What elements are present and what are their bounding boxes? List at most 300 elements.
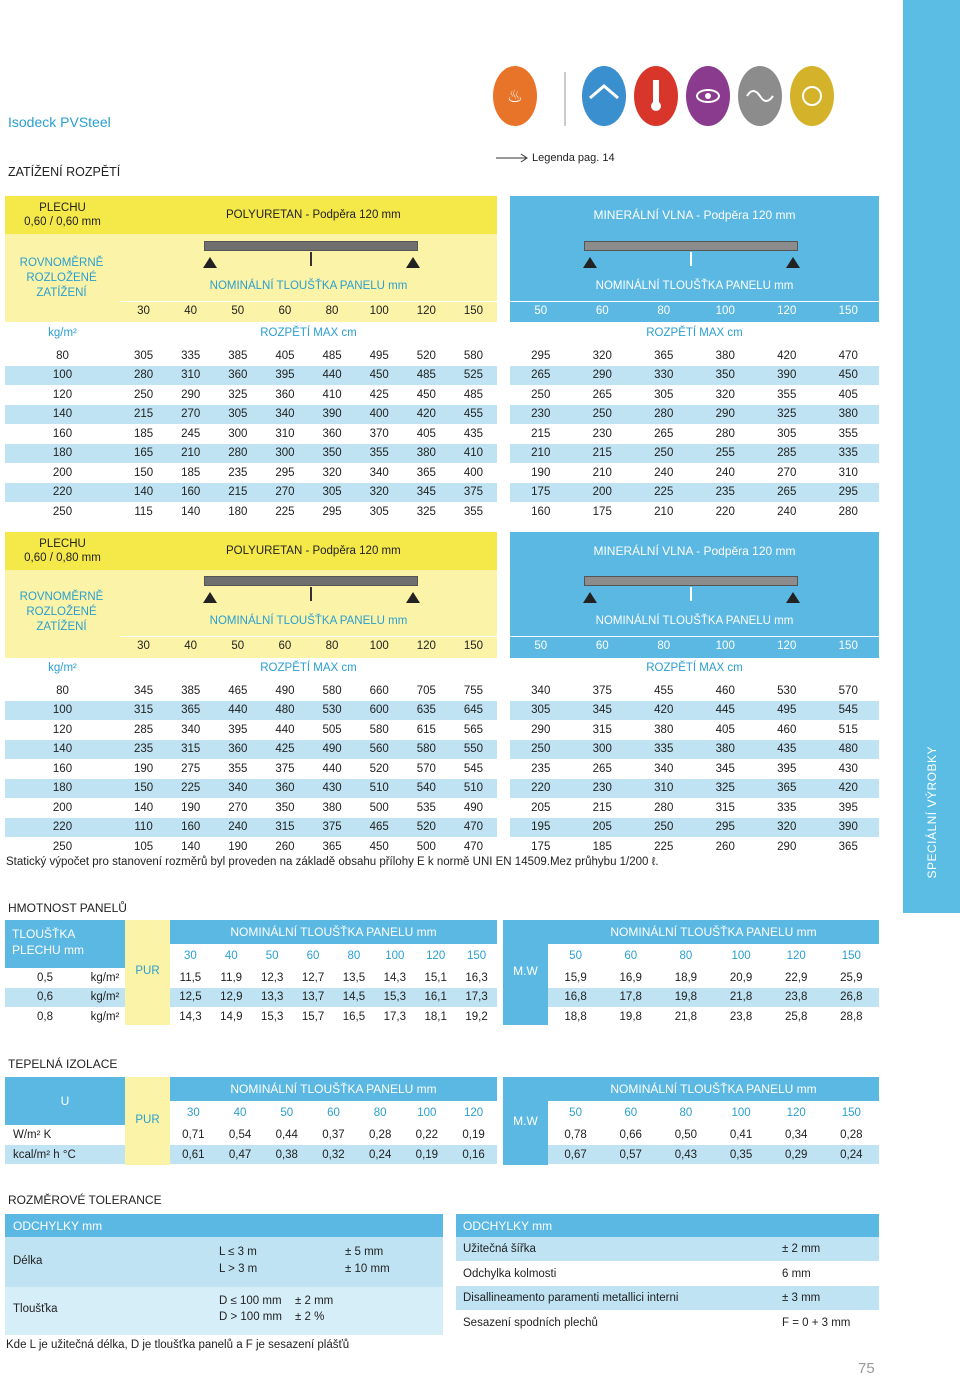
thickness-cell: 120: [416, 305, 436, 317]
table-row: [510, 759, 879, 778]
span-cell: 465: [228, 684, 248, 697]
span-cell: 570: [838, 684, 858, 697]
span-header-row: [5, 323, 497, 342]
span-cell: 215: [592, 447, 612, 459]
thickness-cell: 30: [184, 950, 197, 962]
length-row: [5, 1237, 443, 1287]
support-icon: [786, 592, 800, 603]
load-cell: 160: [52, 427, 73, 440]
table-row: [510, 779, 879, 798]
table-row: [5, 988, 125, 1007]
span-cell: 345: [133, 684, 154, 697]
thickness-cell: 120: [426, 950, 446, 962]
span-cell: 490: [463, 801, 484, 814]
span-cell: 470: [463, 821, 484, 833]
span-cell: 345: [416, 486, 436, 498]
span-cell: 385: [228, 349, 248, 362]
tolerance-header-left: ODCHYLKY mm: [5, 1214, 443, 1237]
thickness-cell: 80: [373, 1107, 387, 1119]
thickness-cell: 150: [841, 1107, 861, 1119]
span-cell: 355: [463, 505, 484, 518]
weight-cell: 14,5: [342, 991, 366, 1003]
thickness-cell: 60: [595, 305, 609, 317]
thermal-title: TEPELNÁ IZOLACE: [8, 1057, 118, 1071]
span-cell: 485: [322, 349, 342, 362]
sheet-label-2: PLECHU 0,60 / 0,80 mm: [5, 532, 120, 570]
weight-thick-label: NOMINÁLNÍ TLOUŠŤKA PANELU mm: [170, 920, 497, 944]
span-cell: 335: [838, 447, 858, 459]
span-cell: 225: [654, 486, 674, 498]
thickness-cell: 60: [624, 1107, 638, 1119]
span-cell: 185: [133, 427, 154, 440]
span-cell: 205: [592, 821, 612, 833]
thick-l2: D > 100 mm: [219, 1311, 282, 1323]
weight-cell: 21,8: [674, 1010, 698, 1023]
table-row: [510, 385, 879, 404]
span-cell: 305: [654, 388, 674, 401]
thickness-cell: 60: [327, 1107, 340, 1119]
span-cell: 165: [133, 447, 154, 459]
span-cell: 410: [322, 388, 342, 401]
eye-icon: [686, 66, 730, 126]
thickness-cell: 120: [786, 950, 806, 962]
thickness-cell: 150: [463, 640, 484, 652]
span-cell: 140: [181, 840, 201, 853]
load-cell: 180: [52, 782, 73, 794]
pur-title-1: POLYURETAN - Podpěra 120 mm: [120, 196, 497, 234]
span-cell: 380: [838, 408, 858, 420]
mw-title-1: MINERÁLNÍ VLNA - Podpěra 120 mm: [510, 196, 879, 234]
span-cell: 435: [463, 427, 484, 440]
span-cell: 215: [228, 486, 248, 498]
span-cell: 480: [275, 704, 295, 716]
weight-cell: 13,5: [342, 971, 366, 984]
span-cell: 340: [654, 762, 674, 775]
weight-thick-label: NOMINÁLNÍ TLOUŠŤKA PANELU mm: [548, 920, 879, 944]
u-cell: 0,61: [182, 1148, 205, 1161]
table-row: [510, 366, 879, 385]
span-cell: 350: [275, 801, 295, 814]
support-icon: [583, 257, 597, 268]
span-cell: 410: [463, 447, 484, 459]
table-row: [5, 818, 497, 837]
thickness-cell: 80: [347, 950, 361, 962]
span-cell: 280: [715, 427, 735, 440]
span-cell: 340: [531, 684, 551, 697]
beam-diagram-2b: [584, 576, 798, 586]
thickness-cell: 50: [265, 950, 279, 962]
span-cell: 250: [531, 388, 551, 401]
span-cell: 440: [322, 762, 342, 775]
u-cell: 0,37: [322, 1128, 345, 1141]
weight-cell: 13,3: [260, 991, 284, 1003]
thickness-cell: 60: [595, 640, 609, 652]
table-row: [456, 1311, 879, 1335]
table-row: [170, 1145, 497, 1164]
thickness-cell: 150: [838, 640, 858, 652]
span-cell: 280: [228, 447, 248, 459]
thickness-cell: 100: [369, 305, 389, 317]
span-cell: 305: [777, 427, 797, 440]
span-cell: 310: [838, 466, 858, 479]
unit-cell: kg/m²: [90, 991, 120, 1003]
span-header-row: [510, 658, 879, 677]
table-row: [510, 483, 879, 502]
span-cell: 485: [463, 388, 484, 401]
span-cell: 185: [592, 840, 612, 853]
span-cell: 340: [228, 782, 248, 794]
span-cell: 440: [275, 723, 295, 736]
span-cell: 420: [654, 704, 674, 716]
unit-label: kg/m²: [48, 661, 77, 674]
span-cell: 435: [777, 743, 797, 755]
span-cell: 255: [715, 447, 735, 459]
table-row: [5, 759, 497, 778]
span-cell: 380: [416, 447, 436, 459]
tolerance-value: F = 0 + 3 mm: [782, 1316, 851, 1329]
u-label: U: [5, 1077, 125, 1125]
table-row: [170, 1125, 497, 1144]
weight-title: HMOTNOST PANELŮ: [8, 901, 127, 915]
table-row: [510, 502, 879, 521]
table-row: [456, 1237, 879, 1261]
span-cell: 520: [416, 349, 436, 362]
span-cell: 580: [369, 723, 389, 736]
table-row: [5, 740, 497, 759]
span-cell: 265: [777, 486, 797, 498]
table-row: [5, 385, 497, 404]
span-cell: 440: [228, 704, 248, 716]
span-cell: 205: [531, 801, 551, 814]
span-cell: 470: [463, 840, 484, 853]
span-cell: 335: [181, 349, 201, 362]
span-cell: 270: [228, 801, 248, 814]
thickness-cell: 80: [679, 950, 693, 962]
span-cell: 455: [463, 408, 484, 420]
thickness-cell: 100: [731, 950, 751, 962]
span-cell: 450: [838, 369, 858, 381]
span-cell: 305: [322, 486, 342, 498]
thick-v2: ± 2 %: [295, 1311, 325, 1323]
unit-cell: W/m² K: [13, 1128, 52, 1141]
table-row: [548, 1145, 879, 1164]
span-cell: 400: [463, 466, 484, 479]
span-cell: 190: [181, 801, 201, 814]
weight-cell: 14,3: [179, 1010, 202, 1023]
span-cell: 395: [275, 369, 295, 381]
span-cell: 385: [181, 684, 201, 697]
span-cell: 450: [416, 388, 436, 401]
span-cell: 290: [715, 408, 735, 420]
span-cell: 455: [654, 684, 674, 697]
u-cell: 0,78: [564, 1128, 587, 1141]
span-cell: 215: [133, 408, 154, 420]
span-cell: 220: [715, 505, 735, 518]
span-cell: 175: [531, 840, 551, 853]
span-cell: 580: [322, 684, 342, 697]
thickness-cell: 100: [715, 640, 735, 652]
span-cell: 350: [715, 369, 735, 381]
span-cell: 235: [715, 486, 735, 498]
table-row: [5, 779, 497, 798]
thickness-cell: 40: [184, 305, 198, 317]
span-cell: 365: [416, 466, 436, 479]
weight-cell: 16,3: [465, 971, 488, 984]
span-cell: 300: [275, 447, 295, 459]
span-cell: 350: [322, 447, 342, 459]
unit-label: kg/m²: [48, 326, 77, 339]
span-cell: 550: [463, 743, 484, 755]
span-cell: 175: [592, 505, 612, 518]
support-icon: [203, 592, 217, 603]
span-cell: 140: [133, 486, 154, 498]
table-row: [510, 798, 879, 817]
sheet-cell: 0,6: [37, 991, 53, 1003]
weight-cell: 18,9: [674, 971, 698, 984]
span-cell: 335: [777, 801, 797, 814]
span-cell: 365: [181, 704, 201, 716]
thickness-cell: 100: [731, 1107, 751, 1119]
weight-cell: 12,7: [301, 971, 325, 984]
span-cell: 490: [275, 684, 295, 697]
span-cell: 535: [416, 801, 436, 814]
span-cell: 355: [369, 447, 389, 459]
span-cell: 600: [369, 704, 389, 716]
u-cell: 0,19: [462, 1128, 485, 1141]
u-cell: 0,66: [619, 1128, 642, 1141]
thickness-cell: 60: [278, 640, 292, 652]
table-row: [5, 1125, 125, 1144]
span-cell: 235: [531, 762, 551, 775]
thickness-cell: 120: [777, 640, 797, 652]
length-l1: L ≤ 3 m: [219, 1246, 257, 1258]
weight-cell: 26,8: [840, 991, 863, 1003]
span-cell: 580: [416, 743, 436, 755]
load-cell: 160: [52, 762, 73, 775]
thickness-cell: 100: [417, 1107, 437, 1119]
support-icon: [583, 592, 597, 603]
thickness-cell: 150: [841, 950, 861, 962]
span-cell: 405: [838, 388, 858, 401]
span-cell: 365: [838, 840, 858, 853]
span-cell: 375: [592, 684, 612, 697]
span-cell: 320: [369, 486, 389, 498]
span-cell: 560: [369, 743, 389, 755]
load-marker: [690, 252, 692, 266]
weight-cell: 11,9: [220, 971, 243, 984]
span-cell: 545: [838, 704, 858, 716]
span-cell: 310: [181, 369, 201, 381]
tolerance-item: Užitečná šířka: [463, 1243, 536, 1255]
thermal-pur-thickness: [170, 1101, 497, 1125]
span-cell: 270: [777, 466, 797, 479]
weight-cell: 14,3: [383, 971, 406, 984]
table-row: [510, 444, 879, 463]
thickness-cell: 40: [184, 640, 198, 652]
thickness-cell: 120: [463, 1107, 484, 1119]
table-row: [5, 837, 497, 856]
u-cell: 0,24: [840, 1148, 863, 1161]
weight-cell: 19,8: [619, 1010, 642, 1023]
span-cell: 375: [463, 486, 484, 498]
span-cell: 400: [369, 408, 389, 420]
span-cell: 490: [322, 743, 342, 755]
u-cell: 0,32: [322, 1148, 345, 1161]
span-cell: 285: [133, 723, 154, 736]
table-row: [548, 1125, 879, 1144]
span-cell: 250: [654, 447, 674, 459]
span-cell: 230: [531, 408, 551, 420]
span-cell: 225: [181, 782, 201, 794]
thickness-cell: 30: [137, 305, 150, 317]
thickness-cell: 50: [280, 1107, 294, 1119]
beam-diagram-1: [204, 241, 418, 251]
span-cell: 660: [369, 684, 389, 697]
span-cell: 185: [181, 466, 201, 479]
span-cell: 420: [416, 408, 436, 420]
load-marker: [690, 587, 692, 601]
table-row: [5, 366, 497, 385]
span-cell: 365: [777, 782, 797, 794]
u-cell: 0,71: [182, 1128, 205, 1141]
span-cell: 315: [133, 704, 154, 716]
legend-link[interactable]: Legenda pag. 14: [496, 152, 615, 164]
table-row: [5, 424, 497, 443]
thickness-cell: 50: [231, 640, 245, 652]
span-cell: 315: [181, 743, 201, 755]
span-cell: 140: [133, 801, 154, 814]
thickness-cell: 40: [233, 1107, 247, 1119]
wool-icon: [790, 66, 834, 126]
u-cell: 0,47: [228, 1148, 252, 1161]
span-cell: 450: [369, 840, 389, 853]
span-cell: 345: [715, 762, 735, 775]
table-row: [510, 720, 879, 739]
thickness-cell: 120: [786, 1107, 806, 1119]
span-cell: 530: [777, 684, 797, 697]
table-row: [548, 968, 879, 987]
thickness-cell: 50: [231, 305, 245, 317]
load-cell: 220: [52, 821, 73, 833]
span-cell: 265: [531, 369, 551, 381]
span-cell: 430: [322, 782, 342, 794]
tolerance-value: ± 3 mm: [782, 1292, 821, 1304]
feature-icons: [491, 62, 891, 132]
span-cell: 305: [531, 704, 551, 716]
span-cell: 190: [133, 762, 154, 775]
span-cell: 310: [654, 782, 674, 794]
weight-cell: 20,9: [729, 971, 753, 984]
svg-text:♨: ♨: [506, 86, 524, 107]
span-cell: 520: [369, 762, 389, 775]
span-cell: 635: [416, 704, 436, 716]
mw-thickness-row: [510, 301, 879, 320]
table-row: [5, 1007, 125, 1026]
span-cell: 140: [181, 505, 201, 518]
span-cell: 250: [133, 388, 154, 401]
weight-pur-thickness: [170, 944, 497, 968]
uniform-load-label-2: ROVNOMĚRNĚ ROZLOŽENÉ ZATÍŽENÍ: [19, 591, 104, 633]
thickness-cell: 100: [369, 640, 389, 652]
span-cell: 325: [416, 505, 436, 518]
span-cell: 340: [275, 408, 295, 420]
span-cell: 645: [463, 704, 484, 716]
table-row: [5, 681, 497, 700]
weight-cell: 14,9: [220, 1010, 243, 1023]
load-cell: 200: [52, 801, 73, 814]
span-cell: 225: [275, 505, 295, 518]
thickness-cell: 50: [534, 305, 548, 317]
tolerance-item: Odchylka kolmosti: [463, 1267, 557, 1280]
u-cell: 0,57: [619, 1148, 642, 1161]
weight-cell: 12,3: [260, 971, 284, 984]
mw-thickness-row: [510, 636, 879, 655]
tolerance-header-right: ODCHYLKY mm: [456, 1214, 879, 1237]
span-cell: 280: [654, 408, 674, 420]
table-row: [5, 444, 497, 463]
thickness-cell: 50: [534, 640, 548, 652]
span-cell: 445: [715, 704, 735, 716]
load-cell: 140: [52, 743, 73, 755]
span-cell: 545: [463, 762, 484, 775]
span-cell: 265: [592, 388, 612, 401]
load-cell: 80: [56, 684, 69, 697]
span-cell: 305: [369, 505, 389, 518]
span-cell: 325: [715, 782, 735, 794]
span-label: ROZPĚTÍ MAX cm: [260, 661, 357, 674]
span-cell: 295: [715, 821, 735, 833]
span-cell: 505: [322, 723, 342, 736]
span-cell: 160: [531, 505, 551, 518]
thickness-cell: 120: [777, 305, 797, 317]
span-cell: 510: [369, 782, 389, 794]
thickness-cell: 150: [463, 305, 484, 317]
span-label: ROZPĚTÍ MAX cm: [646, 661, 743, 674]
span-cell: 380: [654, 723, 674, 736]
tolerance-title: ROZMĚROVÉ TOLERANCE: [8, 1193, 162, 1207]
span-cell: 460: [715, 684, 735, 697]
weight-cell: 16,8: [564, 991, 587, 1003]
thickness-cell: 50: [569, 950, 582, 962]
load-marker: [310, 252, 312, 266]
span-cell: 520: [416, 821, 436, 833]
span-cell: 270: [181, 408, 201, 420]
span-cell: 240: [777, 505, 797, 518]
span-cell: 345: [592, 704, 612, 716]
span-cell: 295: [322, 505, 342, 518]
table-row: [170, 968, 497, 987]
span-cell: 210: [531, 447, 551, 459]
u-cell: 0,41: [729, 1128, 753, 1141]
load-cell: 140: [52, 408, 73, 420]
thermal-thick-label: NOMINÁLNÍ TLOUŠŤKA PANELU mm: [548, 1077, 879, 1101]
weight-cell: 18,1: [424, 1010, 447, 1023]
span-cell: 310: [275, 427, 295, 440]
u-cell: 0,19: [415, 1148, 439, 1161]
table-row: [456, 1262, 879, 1286]
span-cell: 330: [654, 369, 674, 381]
span-cell: 420: [838, 782, 858, 794]
span-cell: 395: [838, 801, 858, 814]
span-cell: 325: [228, 388, 248, 401]
tolerance-item: Sesazení spodních plechů: [463, 1316, 598, 1329]
span-cell: 105: [133, 840, 154, 853]
span-cell: 315: [275, 821, 295, 833]
roof-icon: [582, 66, 626, 126]
u-cell: 0,38: [275, 1148, 298, 1161]
span-cell: 405: [416, 427, 436, 440]
span-cell: 495: [777, 704, 797, 716]
